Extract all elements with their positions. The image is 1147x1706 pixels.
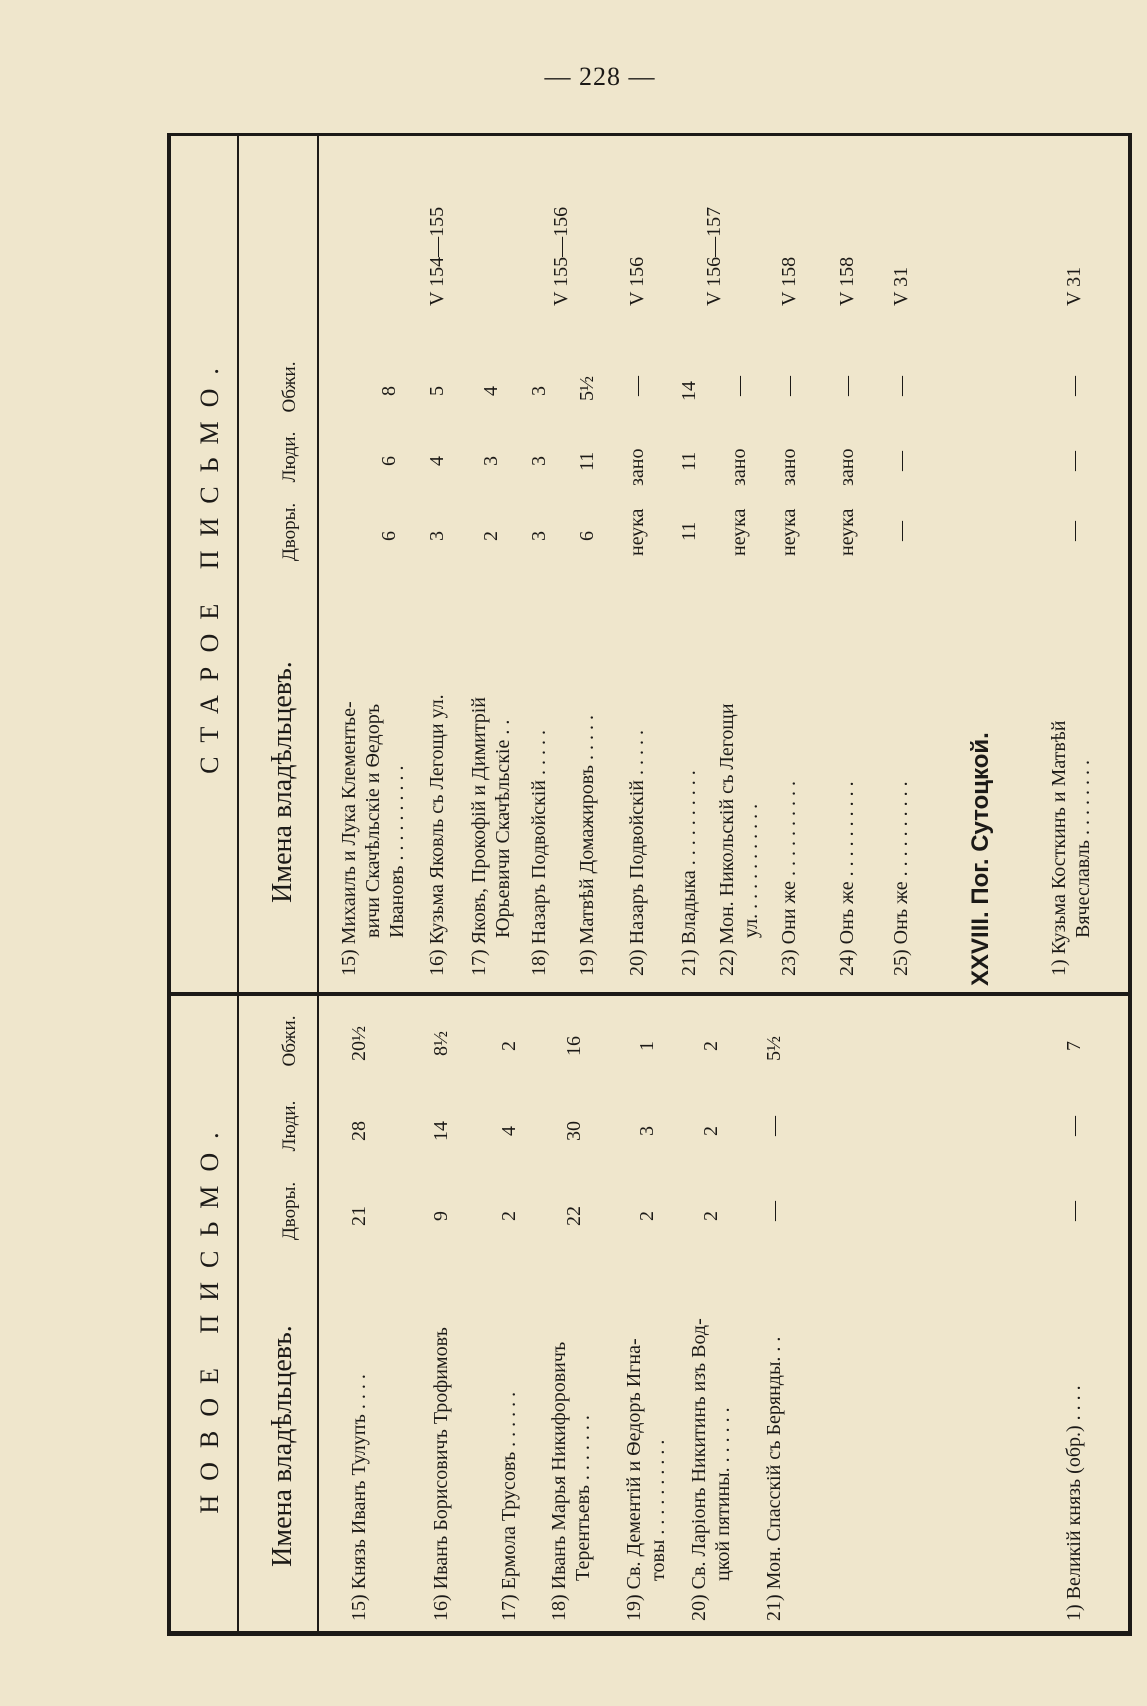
old-pog-l: — (1063, 451, 1085, 471)
section-heading: XXVIII. Пог. Сутоцкой. (967, 732, 994, 986)
old-row-20 (625, 730, 649, 976)
new-row-20-name2: цкой пятины. . . . . . . (712, 1407, 734, 1581)
old-row-21-o: 14 (678, 381, 700, 401)
new-row-20-l: 2 (700, 1126, 722, 1136)
new-row-19-l: 3 (636, 1126, 658, 1136)
new-col-lyudi: Люди. (279, 1100, 300, 1152)
old-col-obzhi: Обжи. (279, 361, 300, 413)
old-row-17-name2: Юрьевичи Скачѣльскіе . . (492, 719, 514, 938)
page-number: — 228 — (544, 62, 656, 91)
new-pog-l: — (1063, 1116, 1085, 1136)
new-row-21-l: — (763, 1116, 785, 1136)
new-row-16-o: 8½ (430, 1031, 452, 1056)
old-row-22-d: неука (728, 508, 750, 556)
new-row-16 (429, 1327, 453, 1621)
new-row-17-d: 2 (498, 1211, 520, 1221)
new-col-dvory: Дворы. (279, 1181, 300, 1241)
new-col-obzhi: Обжи. (279, 1015, 300, 1067)
new-row-21-o: 5½ (763, 1036, 785, 1061)
old-row-17-name: 17) Яковъ, Прокофій и Димитрій (468, 696, 490, 976)
ref-1: V 154—155 (426, 206, 448, 306)
old-row-17-o: 4 (480, 386, 502, 396)
rotated-table (167, 0, 1132, 1636)
old-pog-d: — (1063, 521, 1085, 541)
old-row-21 (677, 770, 701, 976)
old-row-20-o: — (626, 376, 648, 396)
old-pog-row (1047, 721, 1095, 976)
old-row-21-l: 11 (678, 451, 700, 471)
old-row-17-l: 3 (480, 456, 502, 466)
old-row-18-o: 3 (528, 386, 550, 396)
new-row-17 (497, 1392, 521, 1621)
new-row-20-name: 20) Св. Ларіонъ Никитинъ изъ Вод- (688, 1318, 710, 1621)
ref-7: V 31 (890, 266, 912, 306)
new-row-15-l: 28 (348, 1121, 370, 1141)
new-row-18 (547, 1342, 595, 1621)
old-pog-o: — (1063, 376, 1085, 396)
old-row-24-l: зано (836, 448, 858, 486)
old-name-header: Имена владѣльцевъ. (267, 661, 298, 903)
old-row-23-l: зано (778, 448, 800, 486)
old-row-16-l: 4 (426, 456, 448, 466)
old-row-17-d: 2 (480, 531, 502, 541)
old-row-18-d: 3 (528, 531, 550, 541)
old-row-16-o: 5 (426, 386, 448, 396)
old-row-15-l: 6 (378, 456, 400, 466)
new-row-20-o: 2 (700, 1041, 722, 1051)
ref-6: V 158 (836, 256, 858, 306)
old-row-20-l: зано (626, 448, 648, 486)
old-row-22 (715, 703, 763, 976)
old-row-22-name: 22) Мон. Никольскій съ Легощи (716, 703, 738, 976)
new-row-16-d: 9 (430, 1211, 452, 1221)
old-row-25-name: 25) Онъ же . . . . . . . . . . (890, 781, 912, 976)
old-row-22-l: зано (728, 448, 750, 486)
new-row-19-d: 2 (636, 1211, 658, 1221)
old-title: СТАРОЕ ПИСЬМО. (195, 354, 224, 774)
old-row-15-name3: Ивановъ . . . . . . . . . . (386, 765, 408, 938)
new-pog-row (1062, 1385, 1086, 1621)
old-row-23-o: — (778, 376, 800, 396)
new-row-16-name: 16) Иванъ Борисовичъ Трофимовъ (430, 1327, 452, 1621)
old-row-24-name: 24) Онъ же . . . . . . . . . . (836, 781, 858, 976)
old-row-15-name: 15) Михаилъ и Лука Клементье- (338, 701, 360, 976)
new-row-17-l: 4 (498, 1126, 520, 1136)
old-row-19-name: 19) Матвѣй Домажировъ . . . . . (576, 714, 598, 976)
old-row-17 (467, 697, 515, 976)
old-row-19-o: 5½ (576, 376, 598, 401)
new-row-20-d: 2 (700, 1211, 722, 1221)
old-row-22-name2: ул. . . . . . . . . . . . (740, 803, 762, 938)
new-row-15-name: 15) Князь Иванъ Тулупъ . . . . (348, 1374, 370, 1621)
old-row-18 (527, 730, 551, 976)
old-row-23-d: неука (778, 508, 800, 556)
old-row-21-d: 11 (678, 521, 700, 541)
new-row-20 (687, 1318, 735, 1621)
ref-5: V 158 (778, 256, 800, 306)
old-row-15-d: 6 (378, 531, 400, 541)
old-row-19-d: 6 (576, 531, 598, 541)
ref-4: V 156—157 (703, 206, 725, 306)
new-row-19-name: 19) Св. Дементій и Ѳедоръ Игна- (623, 1338, 645, 1621)
new-pog-d: — (1063, 1201, 1085, 1221)
new-row-15 (347, 1374, 371, 1621)
old-row-25-l: — (890, 451, 912, 471)
new-row-21-name: 21) Мон. Спасскій съ Берянды. . . (763, 1336, 785, 1621)
old-row-20-name: 20) Назаръ Подвойскій . . . . . (626, 729, 648, 976)
table-frame (167, 76, 1132, 1636)
new-row-15-o: 20½ (348, 1026, 370, 1061)
old-row-24 (835, 781, 859, 976)
old-row-25 (889, 781, 913, 976)
new-row-18-name: 18) Иванъ Марья Никифоровичъ (548, 1341, 570, 1621)
new-row-21-d: — (763, 1201, 785, 1221)
old-col-lyudi: Люди. (279, 431, 300, 483)
old-row-16-name: 16) Кузьма Яковль съ Легощи ул. (426, 694, 448, 976)
new-row-19 (622, 1338, 670, 1621)
old-pog-name2: Вячеславль . . . . . . . . (1072, 760, 1094, 938)
new-row-21 (762, 1337, 786, 1621)
new-row-18-name2: Терентьевъ . . . . . . . (572, 1415, 594, 1581)
old-row-15-name2: вичи Скачѣльскіе и Ѳедоръ (362, 703, 384, 938)
old-row-22-o: — (728, 376, 750, 396)
old-row-24-o: — (836, 376, 858, 396)
new-row-17-name: 17) Ермола Трусовъ . . . . . . (498, 1391, 520, 1621)
ref-2: V 155—156 (550, 206, 572, 306)
old-row-25-d: — (890, 521, 912, 541)
old-pog-ref: V 31 (1063, 266, 1085, 306)
old-row-20-d: неука (626, 508, 648, 556)
new-row-16-l: 14 (430, 1121, 452, 1141)
old-col-dvory: Дворы. (279, 502, 300, 562)
old-row-15-o: 8 (378, 386, 400, 396)
new-row-19-o: 1 (636, 1041, 658, 1051)
new-pog-o: 7 (1063, 1041, 1085, 1051)
old-row-25-o: — (890, 376, 912, 396)
old-row-23 (777, 781, 801, 976)
new-row-19-name2: товы . . . . . . . . . . (647, 1439, 669, 1581)
old-row-21-name: 21) Владыка . . . . . . . . . . (678, 770, 700, 976)
old-row-18-name: 18) Назаръ Подвойскій . . . . . (528, 729, 550, 976)
new-row-18-o: 16 (563, 1036, 585, 1056)
old-row-24-d: неука (836, 508, 858, 556)
old-row-15 (337, 701, 409, 976)
new-pog-name: 1) Великій князь (обр.) . . . . (1063, 1385, 1085, 1621)
ref-3: V 156 (626, 256, 648, 306)
old-row-19-l: 11 (576, 451, 598, 471)
old-row-18-l: 3 (528, 456, 550, 466)
new-row-15-d: 21 (348, 1206, 370, 1226)
new-row-18-d: 22 (563, 1206, 585, 1226)
old-row-16-d: 3 (426, 531, 448, 541)
new-row-17-o: 2 (498, 1041, 520, 1051)
new-name-header: Имена владѣльцевъ. (267, 1325, 298, 1567)
old-pog-name: 1) Кузьма Косткинъ и Матвѣй (1048, 720, 1070, 976)
new-title: НОВОЕ ПИСЬМО. (195, 1118, 224, 1514)
old-row-16 (425, 694, 449, 976)
old-row-19 (575, 715, 599, 976)
new-row-18-l: 30 (563, 1121, 585, 1141)
old-row-23-name: 23) Они же . . . . . . . . . . (778, 781, 800, 976)
